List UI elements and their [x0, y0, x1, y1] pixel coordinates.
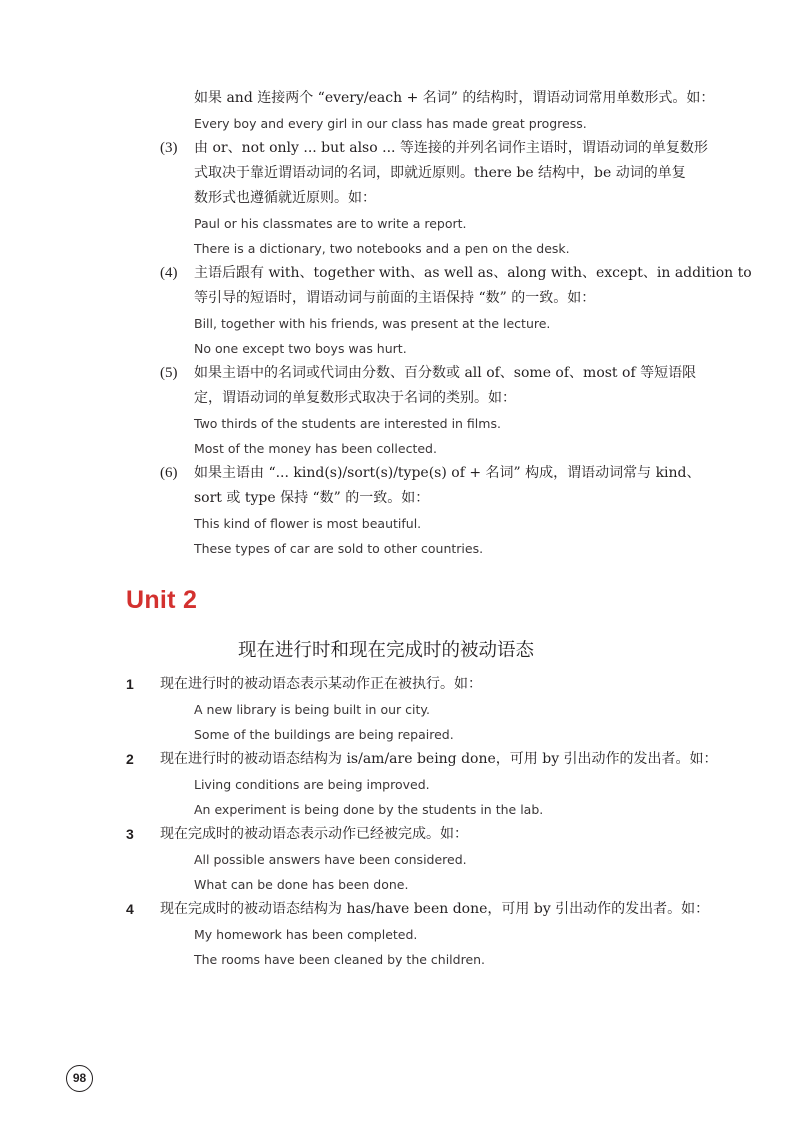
rule-number: (5) [160, 365, 178, 381]
example-sentence: Most of the money has been collected. [194, 441, 437, 456]
example-sentence: A new library is being built in our city. [194, 702, 430, 717]
rule-text: 由 or、not only ... but also ... 等连接的并列名词作主语时，谓语动词的单复数形 [194, 140, 708, 156]
point-number: 4 [126, 901, 134, 917]
example-sentence: There is a dictionary, two notebooks and a pen on the desk. [194, 241, 570, 256]
rule-text: 如果主语由 “... kind(s)/sort(s)/type(s) of + 名词” 构成，谓语动词常与 kind、 [194, 465, 701, 481]
rule-text: sort 或 type 保持 “数” 的一致。如： [194, 490, 430, 506]
rule-text: 主语后跟有 with、together with、as well as、along with、except、in addition to [194, 265, 752, 281]
rule-text: 式取决于靠近谓语动词的名词，即就近原则。there be 结构中，be 动词的单复 [194, 165, 686, 181]
rule-text: 等引导的短语时，谓语动词与前面的主语保持 “数” 的一致。如： [194, 290, 596, 306]
point-number: 1 [126, 676, 134, 692]
rule-text: 定，谓语动词的单复数形式取决于名词的类别。如： [194, 390, 516, 406]
example-sentence: My homework has been completed. [194, 927, 418, 942]
point-number: 3 [126, 826, 134, 842]
rule-text: 如果 and 连接两个 “every/each + 名词” 的结构时，谓语动词常用单数形式。如： [194, 90, 715, 106]
example-sentence: An experiment is being done by the students in the lab. [194, 802, 544, 817]
rule-text: 数形式也遵循就近原则。如： [194, 190, 376, 206]
point-text: 现在完成时的被动语态表示动作已经被完成。如： [160, 826, 468, 842]
example-sentence: The rooms have been cleaned by the children. [194, 952, 486, 967]
point-number: 2 [126, 751, 134, 767]
point-text: 现在完成时的被动语态结构为 has/have been done，可用 by 引出动作的发出者。如： [160, 901, 710, 917]
point-text: 现在进行时的被动语态结构为 is/am/are being done，可用 by 引出动作的发出者。如： [160, 751, 718, 767]
rule-number: (3) [160, 140, 178, 156]
section-title: 现在进行时和现在完成时的被动语态 [238, 640, 535, 661]
unit-title: Unit 2 [126, 586, 198, 614]
point-text: 现在进行时的被动语态表示某动作正在被执行。如： [160, 676, 482, 692]
example-sentence: Paul or his classmates are to write a report. [194, 216, 467, 231]
example-sentence: Bill, together with his friends, was present at the lecture. [194, 316, 551, 331]
example-sentence: Living conditions are being improved. [194, 777, 430, 792]
example-sentence: This kind of flower is most beautiful. [194, 516, 422, 531]
rule-number: (4) [160, 265, 178, 281]
example-sentence: Two thirds of the students are interested in films. [194, 416, 501, 431]
example-sentence: All possible answers have been considered. [194, 852, 467, 867]
rule-text: 如果主语中的名词或代词由分数、百分数或 all of、some of、most of 等短语限 [194, 365, 697, 381]
example-sentence: What can be done has been done. [194, 877, 409, 892]
rule-number: (6) [160, 465, 178, 481]
example-sentence: Every boy and every girl in our class has made great progress. [194, 116, 587, 131]
example-sentence: No one except two boys was hurt. [194, 341, 407, 356]
example-sentence: Some of the buildings are being repaired. [194, 727, 454, 742]
page-number: 98 [66, 1065, 93, 1092]
example-sentence: These types of car are sold to other countries. [194, 541, 484, 556]
